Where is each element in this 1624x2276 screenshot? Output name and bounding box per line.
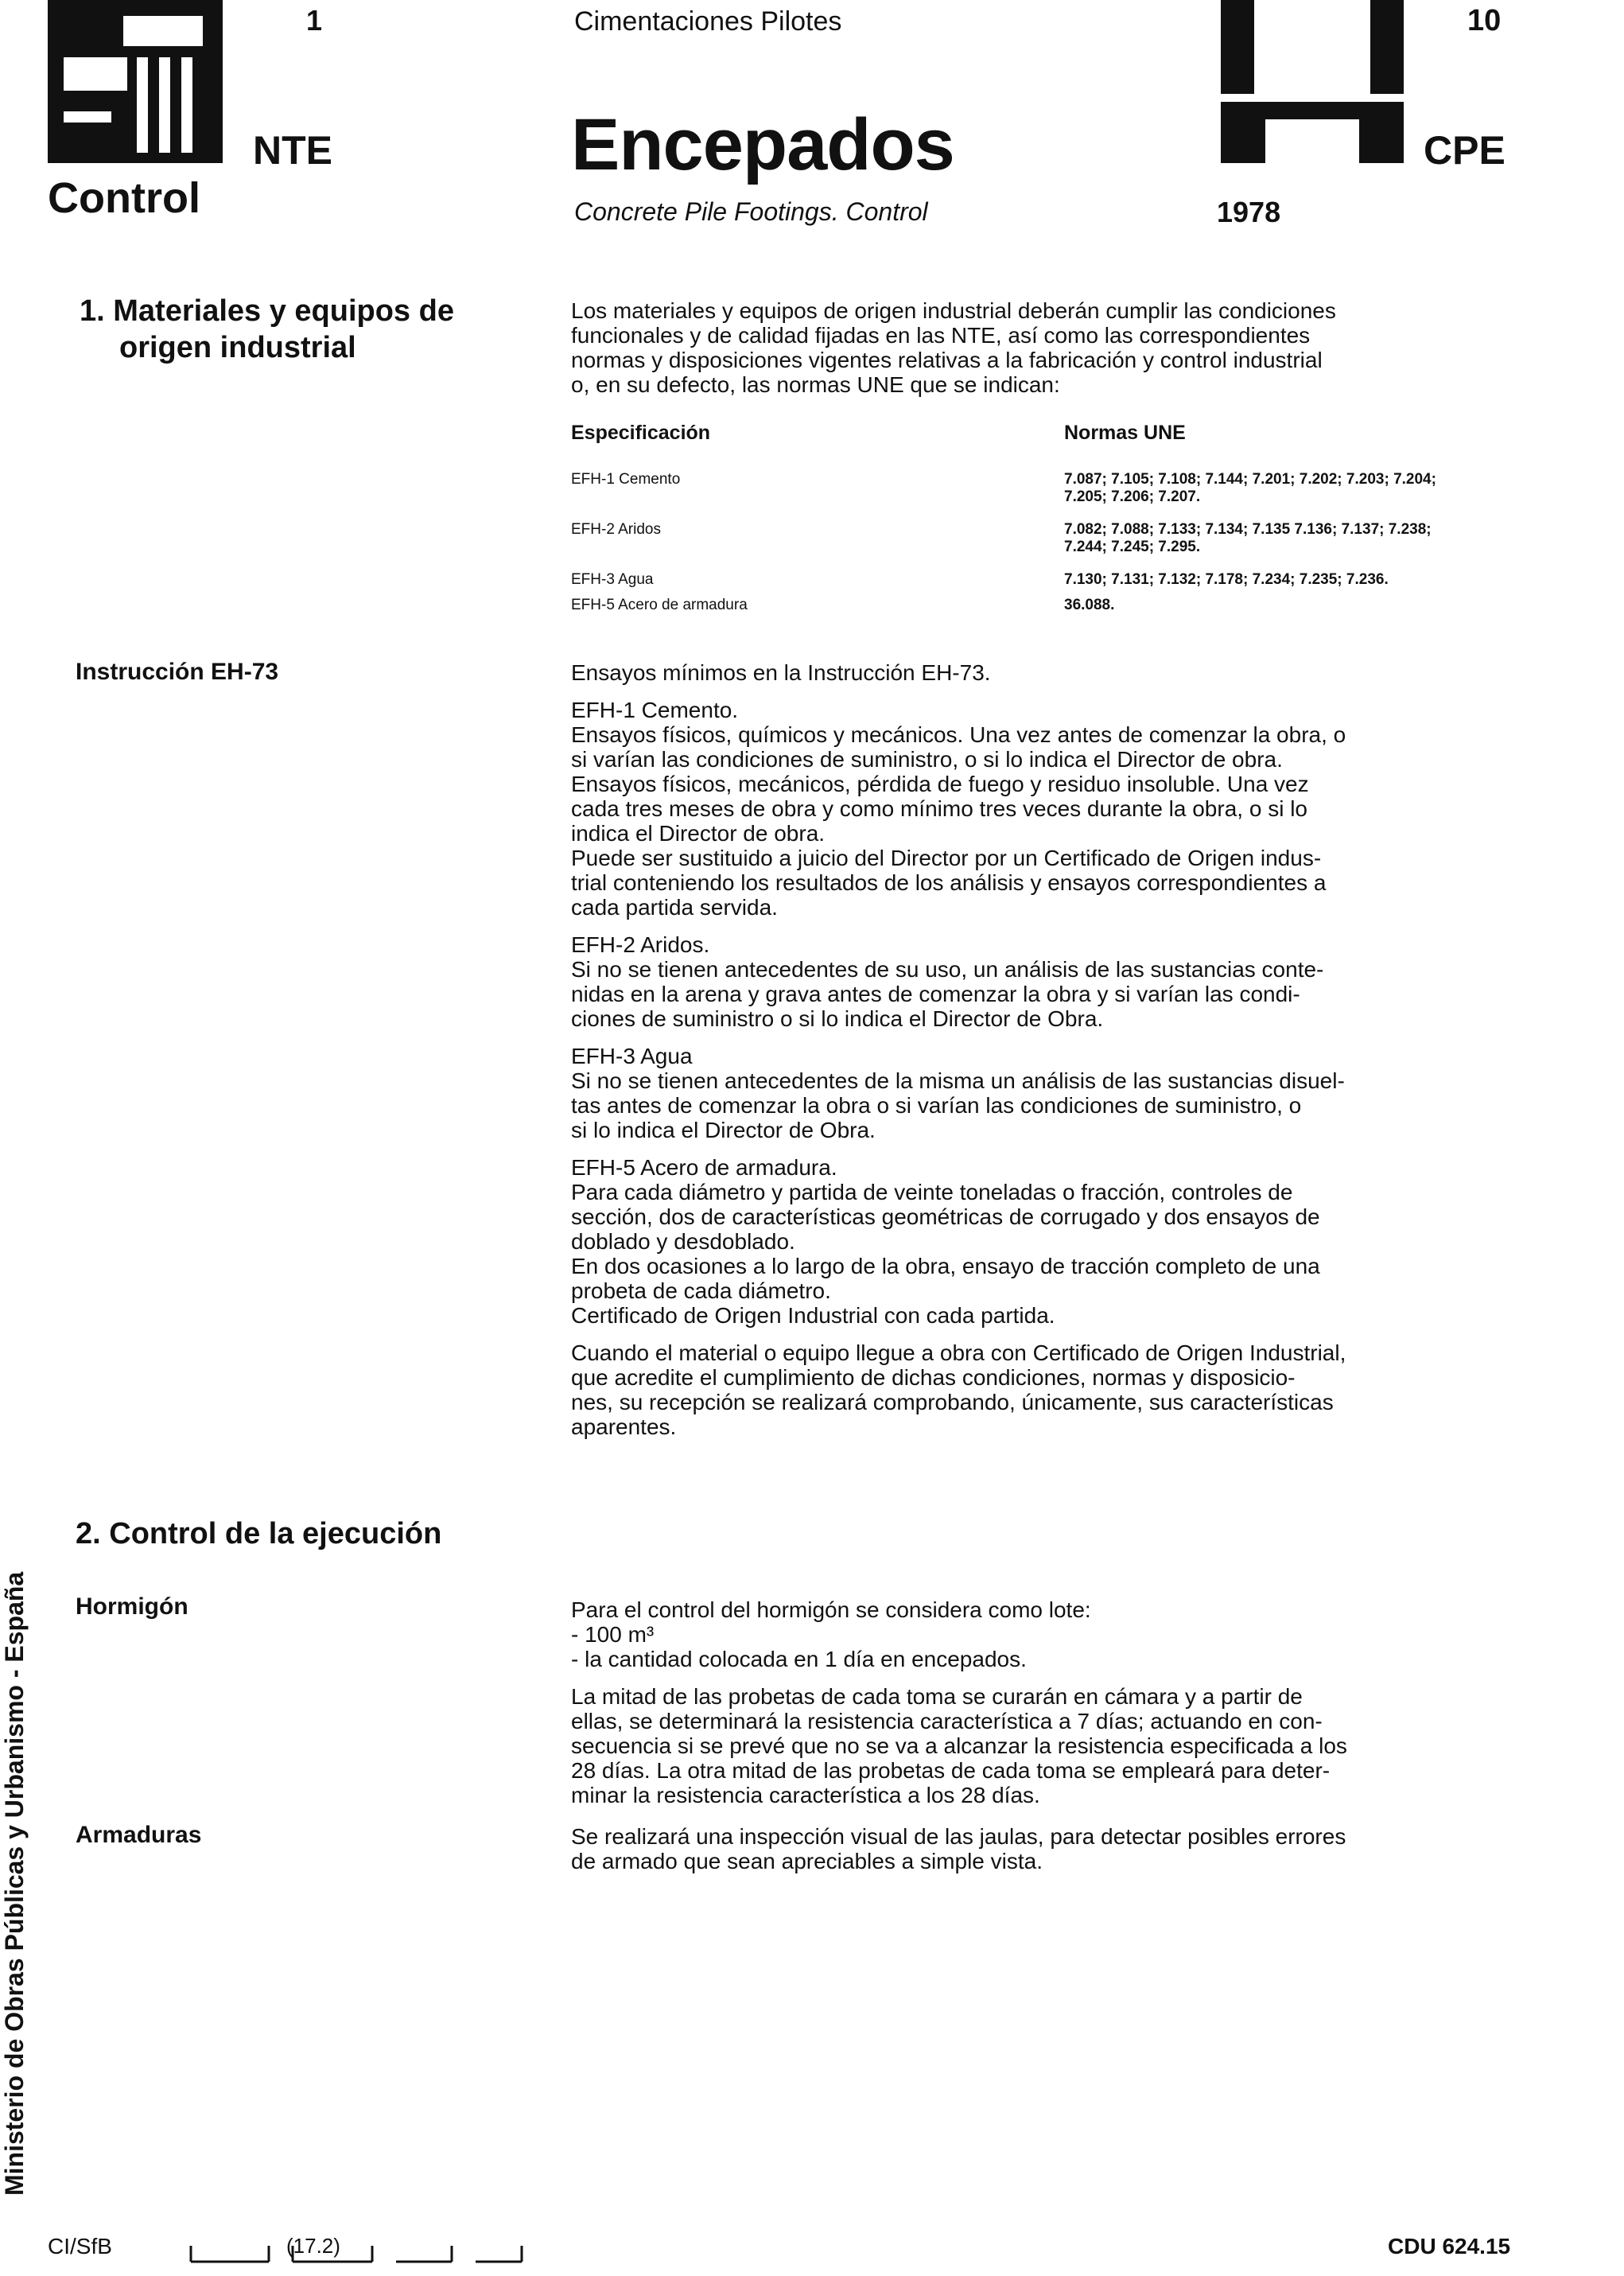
text-line: EFH-3 Agua (571, 1044, 693, 1068)
text-line: cada partida servida. (571, 895, 778, 920)
page-subtitle: Concrete Pile Footings. Control (574, 197, 928, 226)
text-line: EFH-1 Cemento. (571, 698, 739, 722)
text-line: secuencia si se prevé que no se va a alcanzar la resistencia especificada a los (571, 1733, 1347, 1758)
text-line: Si no se tienen antecedentes de su uso, un análisis de las sustancias conte- (571, 957, 1324, 982)
paragraph (571, 1044, 1517, 1142)
section2-heading: 2. Control de la ejecución (76, 1517, 442, 1550)
text-line: EFH-5 Acero de armadura. (571, 1155, 837, 1180)
cisfb-code: (17.2) (286, 2234, 340, 2258)
cisfb-label: CI/SfB (48, 2234, 112, 2258)
text-line: Para el control del hormigón se considera como lote: (571, 1597, 1091, 1622)
text-line: si varían las condiciones de suministro, o si lo indica el Director de obra. (571, 747, 1283, 772)
year-label: 1978 (1217, 196, 1281, 228)
armaduras-label: Armaduras (76, 1822, 202, 1848)
text-line: de armado que sean apreciables a simple vista. (571, 1849, 1043, 1873)
table-cell-spec: EFH-2 Aridos (571, 521, 661, 538)
text-line: - la cantidad colocada en 1 día en encepados. (571, 1647, 1027, 1671)
text-line: doblado y desdoblado. (571, 1229, 795, 1254)
cpe-logo-icon (1221, 0, 1404, 163)
text-line: Ensayos físicos, mecánicos, pérdida de fuego y residuo insoluble. Una vez (571, 772, 1309, 796)
paragraph (571, 698, 1517, 920)
text-line: trial conteniendo los resultados de los análisis y ensayos correspondientes a (571, 870, 1327, 895)
table-cell-spec: EFH-3 Agua (571, 571, 654, 588)
category-label: Cimentaciones Pilotes (574, 6, 842, 37)
text-line: si lo indica el Director de Obra. (571, 1118, 876, 1142)
text-line: sección, dos de características geométricas de corrugado y dos ensayos de (571, 1204, 1320, 1229)
instruction-label: Instrucción EH-73 (76, 659, 279, 685)
norms-line: 7.244; 7.245; 7.295. (1064, 539, 1201, 555)
ministry-vertical-label (0, 1511, 32, 2196)
text-line: Para cada diámetro y partida de veinte toneladas o fracción, controles de (571, 1180, 1293, 1204)
armaduras-text (571, 1824, 1517, 1886)
section1-heading-number: 1. (80, 294, 105, 328)
paragraph (571, 1155, 1517, 1328)
text-line: funcionales y de calidad fijadas en las NTE, así como las correspondientes (571, 323, 1311, 348)
text-line: normas y disposiciones vigentes relativas a la fabricación y control industrial (571, 348, 1323, 372)
code-label: CPE (1424, 128, 1506, 173)
text-line: EFH-2 Aridos. (571, 932, 710, 957)
text-line: minar la resistencia característica a los 28 días. (571, 1783, 1040, 1807)
paragraph (571, 1340, 1517, 1439)
text-line: indica el Director de obra. (571, 821, 826, 846)
paragraph (571, 1597, 1517, 1671)
table-cell-norms (1064, 521, 1509, 556)
text-line: En dos ocasiones a lo largo de la obra, ensayo de tracción completo de una (571, 1254, 1320, 1278)
table-cell-spec: EFH-5 Acero de armadura (571, 597, 748, 613)
cisfb-classification-box (189, 2239, 523, 2263)
text-line: La mitad de las probetas de cada toma se curarán en cámara y a partir de (571, 1684, 1303, 1709)
section1-heading-line-1: Materiales y equipos de (113, 294, 454, 328)
text-line: aparentes. (571, 1414, 677, 1439)
text-line: cada tres meses de obra y como mínimo tres veces durante la obra, o si lo (571, 796, 1307, 821)
text-line: Si no se tienen antecedentes de la misma un análisis de las sustancias disuel- (571, 1068, 1345, 1093)
instruction-text (571, 660, 1517, 1452)
nte-logo-icon (48, 0, 223, 163)
text-line: que acredite el cumplimiento de dichas condiciones, normas y disposicio- (571, 1365, 1296, 1390)
norms-line: 7.087; 7.105; 7.108; 7.144; 7.201; 7.202; 7.203; 7.204; (1064, 471, 1436, 488)
hormigon-label: Hormigón (76, 1593, 188, 1620)
section1-heading-line-2: origen industrial (119, 331, 356, 364)
paragraph (571, 660, 1517, 685)
cdu-label: CDU 624.15 (1388, 2234, 1511, 2258)
table-cell-norms (1064, 571, 1509, 589)
text-line: - 100 m³ (571, 1622, 655, 1647)
norms-line: 7.205; 7.206; 7.207. (1064, 488, 1201, 505)
text-line: tas antes de comenzar la obra o si varían las condiciones de suministro, o (571, 1093, 1302, 1118)
text-line: Certificado de Origen Industrial con cada partida. (571, 1303, 1055, 1328)
series-label: NTE (253, 128, 332, 173)
table-cell-spec: EFH-1 Cemento (571, 471, 681, 488)
section-label: Control (48, 174, 200, 222)
page-number-left: 1 (306, 4, 323, 37)
text-line: Ensayos físicos, químicos y mecánicos. Una vez antes de comenzar la obra, o (571, 722, 1346, 747)
text-line: nes, su recepción se realizará comprobando, únicamente, sus características (571, 1390, 1334, 1414)
paragraph (571, 1684, 1517, 1807)
page-number-right: 10 (1467, 4, 1502, 37)
text-line: Cuando el material o equipo llegue a obra con Certificado de Origen Industrial, (571, 1340, 1346, 1365)
text-line: o, en su defecto, las normas UNE que se indican: (571, 372, 1060, 397)
table-cell-norms (1064, 597, 1509, 614)
text-line: Puede ser sustituido a juicio del Director por un Certificado de Origen indus- (571, 846, 1322, 870)
paragraph (571, 1824, 1517, 1873)
table-header-spec: Especificación (571, 422, 711, 444)
text-line: ellas, se determinará la resistencia característica a 7 días; actuando en con- (571, 1709, 1323, 1733)
intro-paragraph (571, 298, 1517, 397)
text-line: probeta de cada diámetro. (571, 1278, 831, 1303)
text-line: Se realizará una inspección visual de las jaulas, para detectar posibles errores (571, 1824, 1346, 1849)
norms-line: 7.130; 7.131; 7.132; 7.178; 7.234; 7.235; 7.236. (1064, 571, 1389, 588)
norms-line: 7.082; 7.088; 7.133; 7.134; 7.135 7.136; 7.137; 7.238; (1064, 521, 1432, 538)
text-line: Los materiales y equipos de origen industrial deberán cumplir las condiciones (571, 298, 1336, 323)
ministry-text: Ministerio de Obras Públicas y Urbanismo - España (0, 1571, 29, 2196)
norms-line: 36.088. (1064, 597, 1115, 613)
table-header-norms: Normas UNE (1064, 422, 1186, 444)
text-line: nidas en la arena y grava antes de comenzar la obra y si varían las condi- (571, 982, 1300, 1006)
section1-heading (80, 293, 454, 366)
text-line: Ensayos mínimos en la Instrucción EH-73. (571, 660, 991, 685)
text-line: ciones de suministro o si lo indica el Director de Obra. (571, 1006, 1104, 1031)
table-cell-norms (1064, 471, 1509, 506)
page-title: Encepados (571, 104, 954, 185)
section1-intro (571, 298, 1517, 410)
hormigon-text (571, 1597, 1517, 1820)
paragraph (571, 932, 1517, 1031)
text-line: 28 días. La otra mitad de las probetas de cada toma se empleará para deter- (571, 1758, 1331, 1783)
